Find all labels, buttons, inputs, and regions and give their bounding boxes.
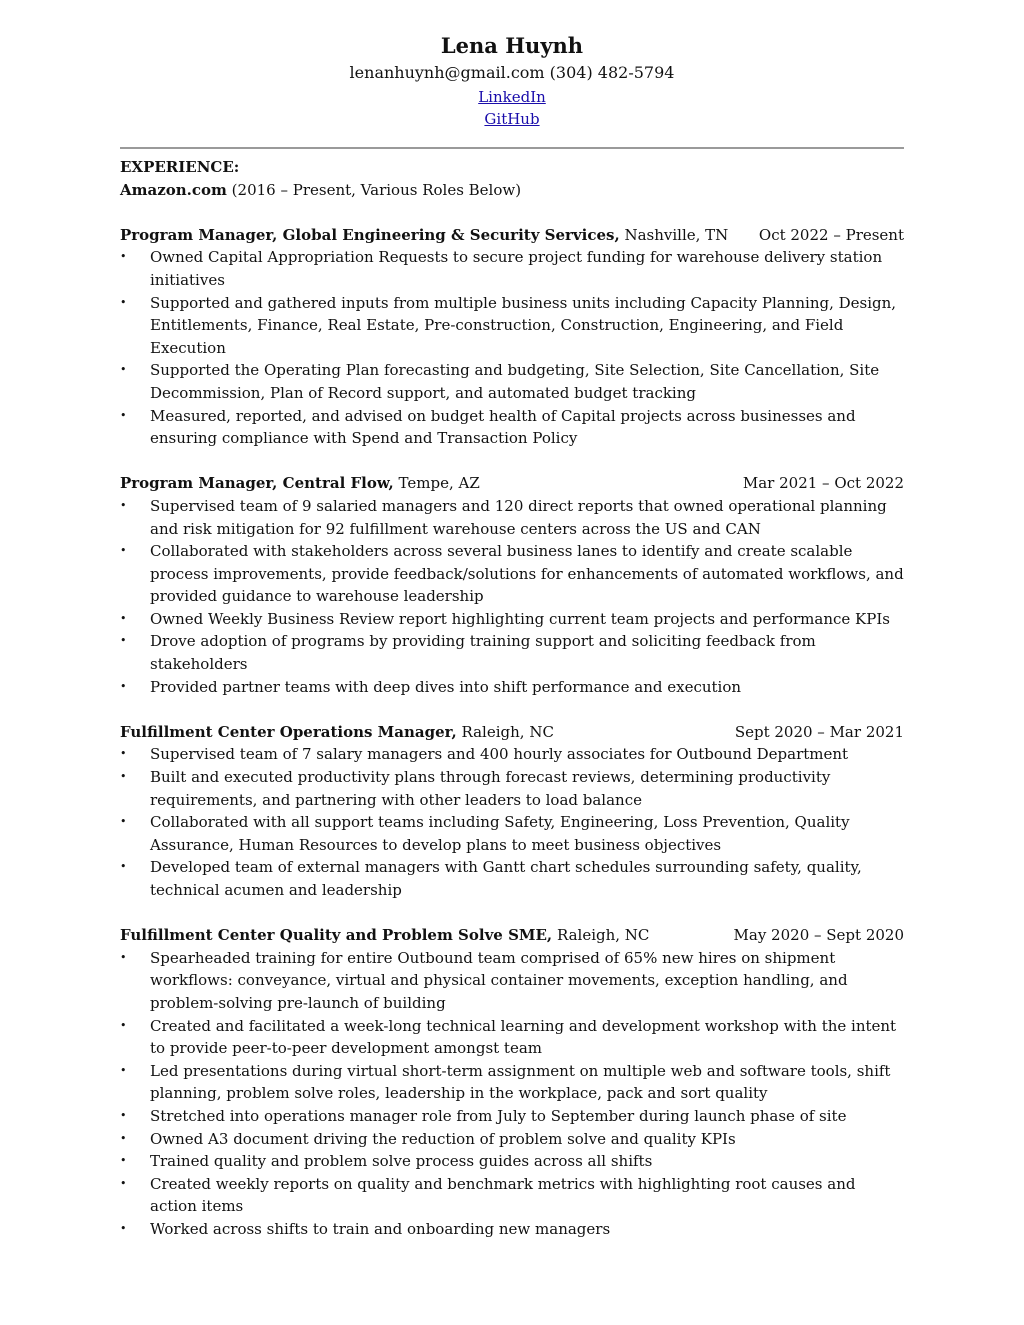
bullet-item: • Owned Weekly Business Review report highlighting current team projects and performance KPIs [120, 608, 904, 631]
bullet-item: • Provided partner teams with deep dives into shift performance and execution [120, 676, 904, 699]
bullet-item: • Created and facilitated a week-long technical learning and development workshop with the intent to provide peer-to-peer development amongst team [120, 1015, 904, 1060]
job-title-location [120, 472, 480, 495]
company-line [120, 179, 904, 202]
bullet-item: • Owned A3 document driving the reduction of problem solve and quality KPIs [120, 1128, 904, 1151]
job-location: Raleigh, NC [461, 722, 554, 741]
candidate-name: Lena Huynh [440, 33, 584, 58]
bullet-item: • Developed team of external managers with Gantt chart schedules surrounding safety, quality, technical acumen and leadership [120, 856, 904, 901]
job-entry [120, 224, 904, 450]
bullet-item: • Created weekly reports on quality and benchmark metrics with highlighting root causes and action items [120, 1173, 904, 1218]
bullet-item: • Supported the Operating Plan forecasting and budgeting, Site Selection, Site Cancellation, Site Decommission, Plan of Record support, and automated budget tracking [120, 359, 904, 404]
job-header [120, 472, 904, 495]
job-entry [120, 924, 904, 1240]
job-title-location [120, 224, 728, 247]
job-title-location [120, 721, 554, 744]
bullet-item: • Collaborated with all support teams including Safety, Engineering, Loss Prevention, Quality Assurance, Human Resources to develop plans to meet business objectives [120, 811, 904, 856]
job-dates: May 2020 – Sept 2020 [733, 926, 904, 945]
job-header [120, 721, 904, 744]
bullet-item: • Built and executed productivity plans through forecast reviews, determining productivity requirements, and partnering with other leaders to load balance [120, 766, 904, 811]
bullet-item: • Spearheaded training for entire Outbound team comprised of 65% new hires on shipment workflows: conveyance, virtual and physical container movements, exception handling, and problem-solving pre-launch of building [120, 947, 904, 1015]
job-header [120, 224, 904, 247]
job-title: Program Manager, Global Engineering & Security Services, [120, 225, 620, 244]
experience-section [120, 156, 904, 1241]
job-entry [120, 721, 904, 902]
bullet-item: • Supervised team of 7 salary managers and 400 hourly associates for Outbound Department [120, 743, 904, 766]
job-entry [120, 472, 904, 698]
job-dates: Mar 2021 – Oct 2022 [742, 474, 904, 493]
section-title: EXPERIENCE: [120, 158, 240, 176]
bullet-item: • Supervised team of 9 salaried managers and 120 direct reports that owned operational planning and risk mitigation for 92 fulfillment warehouse centers across the US and CAN [120, 495, 904, 540]
job-location: Tempe, AZ [398, 474, 480, 493]
bullet-item: • Stretched into operations manager role from July to September during launch phase of site [120, 1105, 904, 1128]
github-link[interactable]: GitHub [484, 110, 540, 128]
resume-header [0, 32, 1024, 130]
job-bullets [120, 743, 904, 901]
bullet-item: • Worked across shifts to train and onboarding new managers [120, 1218, 904, 1241]
company-note: (2016 – Present, Various Roles Below) [231, 180, 522, 199]
job-title: Fulfillment Center Quality and Problem Solve SME, [120, 926, 553, 945]
job-dates: Oct 2022 – Present [758, 225, 904, 244]
linkedin-link[interactable]: LinkedIn [478, 88, 546, 106]
bullet-item: • Measured, reported, and advised on budget health of Capital projects across businesses and ensuring compliance with Spend and Transaction Policy [120, 405, 904, 450]
contact-line: lenanhuynh@gmail.com (304) 482-5794 [349, 63, 675, 82]
header-divider [120, 147, 904, 149]
bullet-item: • Trained quality and problem solve process guides across all shifts [120, 1150, 904, 1173]
job-bullets [120, 495, 904, 698]
job-header [120, 924, 904, 947]
bullet-item: • Led presentations during virtual short-term assignment on multiple web and software tools, shift planning, problem solve roles, leadership in the workplace, pack and sort quality [120, 1060, 904, 1105]
job-location: Raleigh, NC [556, 926, 650, 945]
bullet-item: • Owned Capital Appropriation Requests to secure project funding for warehouse delivery station initiatives [120, 246, 904, 291]
job-title: Fulfillment Center Operations Manager, [120, 722, 457, 741]
job-location: Nashville, TN [624, 225, 729, 244]
job-dates: Sept 2020 – Mar 2021 [734, 722, 904, 741]
bullet-item: • Drove adoption of programs by providing training support and soliciting feedback from stakeholders [120, 630, 904, 675]
job-bullets [120, 947, 904, 1241]
job-title-location [120, 924, 649, 947]
company-name: Amazon.com [120, 180, 227, 199]
job-title: Program Manager, Central Flow, [120, 474, 394, 493]
job-bullets [120, 246, 904, 449]
bullet-item: • Supported and gathered inputs from multiple business units including Capacity Planning, Design, Entitlements, Finance, Real Estate, Pre-construction, Construction, Engineering, and Field Execution [120, 292, 904, 360]
bullet-item: • Collaborated with stakeholders across several business lanes to identify and create scalable process improvements, provide feedback/solutions for enhancements of automated workflows, and provided guidance to warehouse leadership [120, 540, 904, 608]
